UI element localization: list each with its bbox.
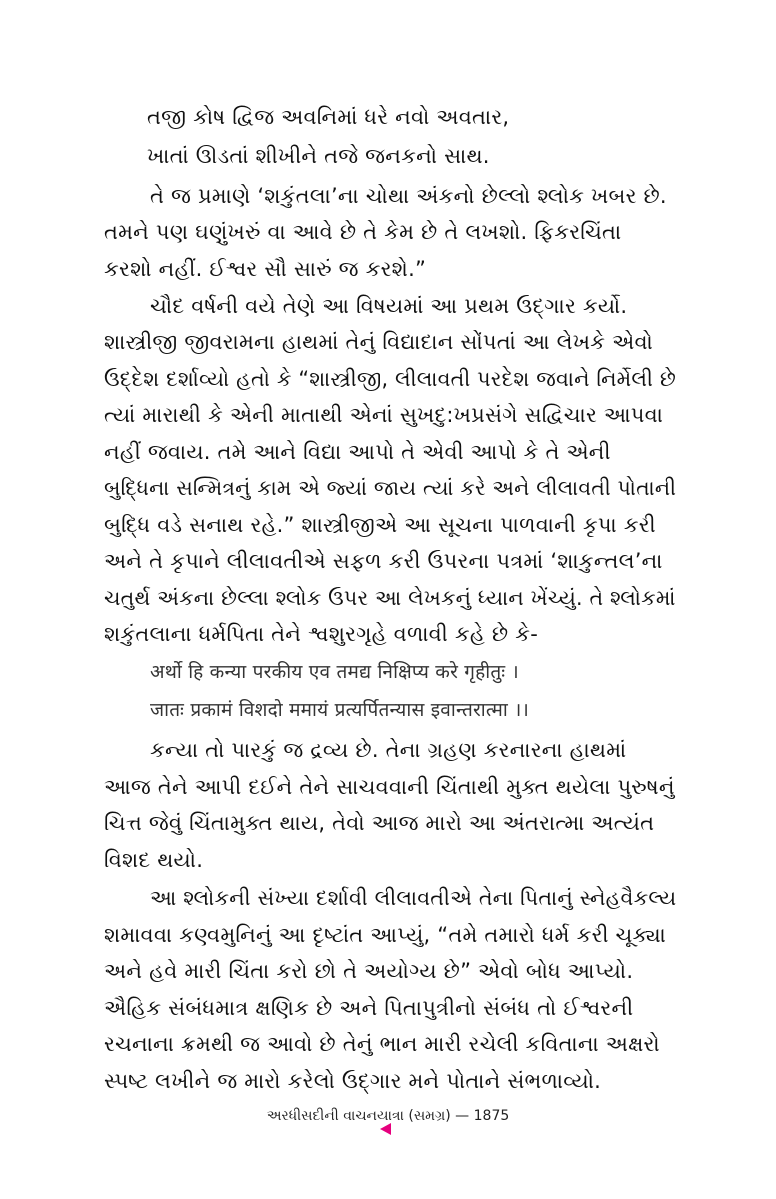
paragraph-line: ચિત્ત જેવું ચિંતામુક્ત થાય, તેવો આજ મારો આ અંતરાત્મા અત્યંત (104, 811, 655, 835)
paragraph-line: શાસ્ત્રીજી જીવરામના હાથમાં તેનું વિદ્યાદાન સોંપતાં આ લેખકે એવો (104, 330, 653, 354)
paragraph-line: અને હવે મારી ચિંતા કરો છો તે અયોગ્ય છે” એવો બોધ આપ્યો. (104, 959, 634, 983)
sanskrit-verse-line: अर्थो हि कन्या परकीय एव तमद्य निक्षिप्य करे गृहीतुः । (150, 661, 519, 683)
paragraph-line: ઉદ્દેશ દર્શાવ્યો હતો કે “શાસ્ત્રીજી, લીલાવતી પરદેશ જવાને નિર્મેલી છે (104, 367, 677, 391)
paragraph-line: બુદ્ધિના સન્મિત્રનું કામ એ જ્યાં જાય ત્યાં કરે અને લીલાવતી પોતાની (104, 476, 677, 500)
page-footer: અરધીસદીની વાચનયાત્રા (સમગ્ર) — 1875 (266, 1108, 510, 1124)
paragraph-line: ચતુર્થ અંકના છેલ્લા શ્લોક ઉપર આ લેખકનું ધ્યાન ખેંચ્યું. તે શ્લોકમાં (104, 586, 676, 610)
paragraph-line: ત્યાં મારાથી કે એની માતાથી એનાં સુખદુ:ખપ્રસંગે સદ્વિચાર આપવા (104, 403, 664, 427)
paragraph-line: રચનાના ક્રમથી જ આવો છે તેનું ભાન મારી રચેલી કવિતાના અક્ષરો (104, 1032, 660, 1056)
paragraph-line: શકુંતલાના ધર્મપિતા તેને શ્વશુરગૃહે વળાવી કહે છે કે- (104, 622, 538, 646)
verse-line: ખાતાં ઊડતાં શીખીને તજે જનકનો સાથ. (147, 144, 490, 168)
paragraph-line: વિશદ થયો. (104, 848, 204, 872)
paragraph-line: અને તે કૃપાને લીલાવતીએ સફળ કરી ઉપરના પત્રમાં ‘શાકુન્તલ’ના (104, 549, 663, 573)
verse-line: તજી કોષ દ્વિજ અવનિમાં ધરે નવો અવતાર, (147, 105, 510, 129)
sanskrit-verse-line: जातः प्रकामं विशदो ममायं प्रत्यर्पितन्यास इवान्तरात्मा ।। (150, 699, 529, 721)
paragraph-line: નહીં જવાય. તમે આને વિદ્યા આપો તે એવી આપો કે તે એની (104, 440, 611, 464)
paragraph-line: કન્યા તો પારકું જ દ્રવ્ય છે. તેના ગ્રહણ કરનારના હાથમાં (150, 738, 627, 762)
paragraph-line: આજ તેને આપી દઈને તેને સાચવવાની ચિંતાથી મુક્ત થયેલા પુરુષનું (104, 775, 675, 799)
triangle-left-icon[interactable] (380, 1123, 391, 1135)
paragraph-line: બુદ્ધિ વડે સનાથ રહે.” શાસ્ત્રીજીએ આ સૂચના પાળવાની કૃપા કરી (104, 513, 656, 537)
paragraph-line: તે જ પ્રમાણે ‘શકુંતલા’ના ચોથા અંકનો છેલ્લો શ્લોક ખબર છે. (150, 184, 667, 208)
paragraph-line: સ્પષ્ટ લખીને જ મારો કરેલો ઉદ્ગાર મને પોતાને સંભળાવ્યો. (104, 1069, 602, 1093)
paragraph-line: તમને પણ ઘણુંખરું વા આવે છે તે કેમ છે તે લખશો. ફિકરચિંતા (104, 220, 622, 244)
paragraph-line: કરશો નહીં. ઈશ્વર સૌ સારું જ કરશે.” (104, 257, 427, 281)
paragraph-line: ઐહિક સંબંધમાત્ર ક્ષણિક છે અને પિતાપુત્રીનો સંબંધ તો ઈશ્વરની (104, 996, 634, 1020)
paragraph-line: શમાવવા કણ્વમુનિનું આ દૃષ્ટાંત આપ્યું, “તમે તમારો ધર્મ કરી ચૂક્યા (104, 923, 667, 947)
paragraph-line: આ શ્લોકની સંખ્યા દર્શાવી લીલાવતીએ તેના પિતાનું સ્નેહવૈકલ્ય (150, 886, 677, 910)
paragraph-line: ચૌદ વર્ષની વયે તેણે આ વિષયમાં આ પ્રથમ ઉદ્ગાર કર્યો. (150, 294, 628, 318)
